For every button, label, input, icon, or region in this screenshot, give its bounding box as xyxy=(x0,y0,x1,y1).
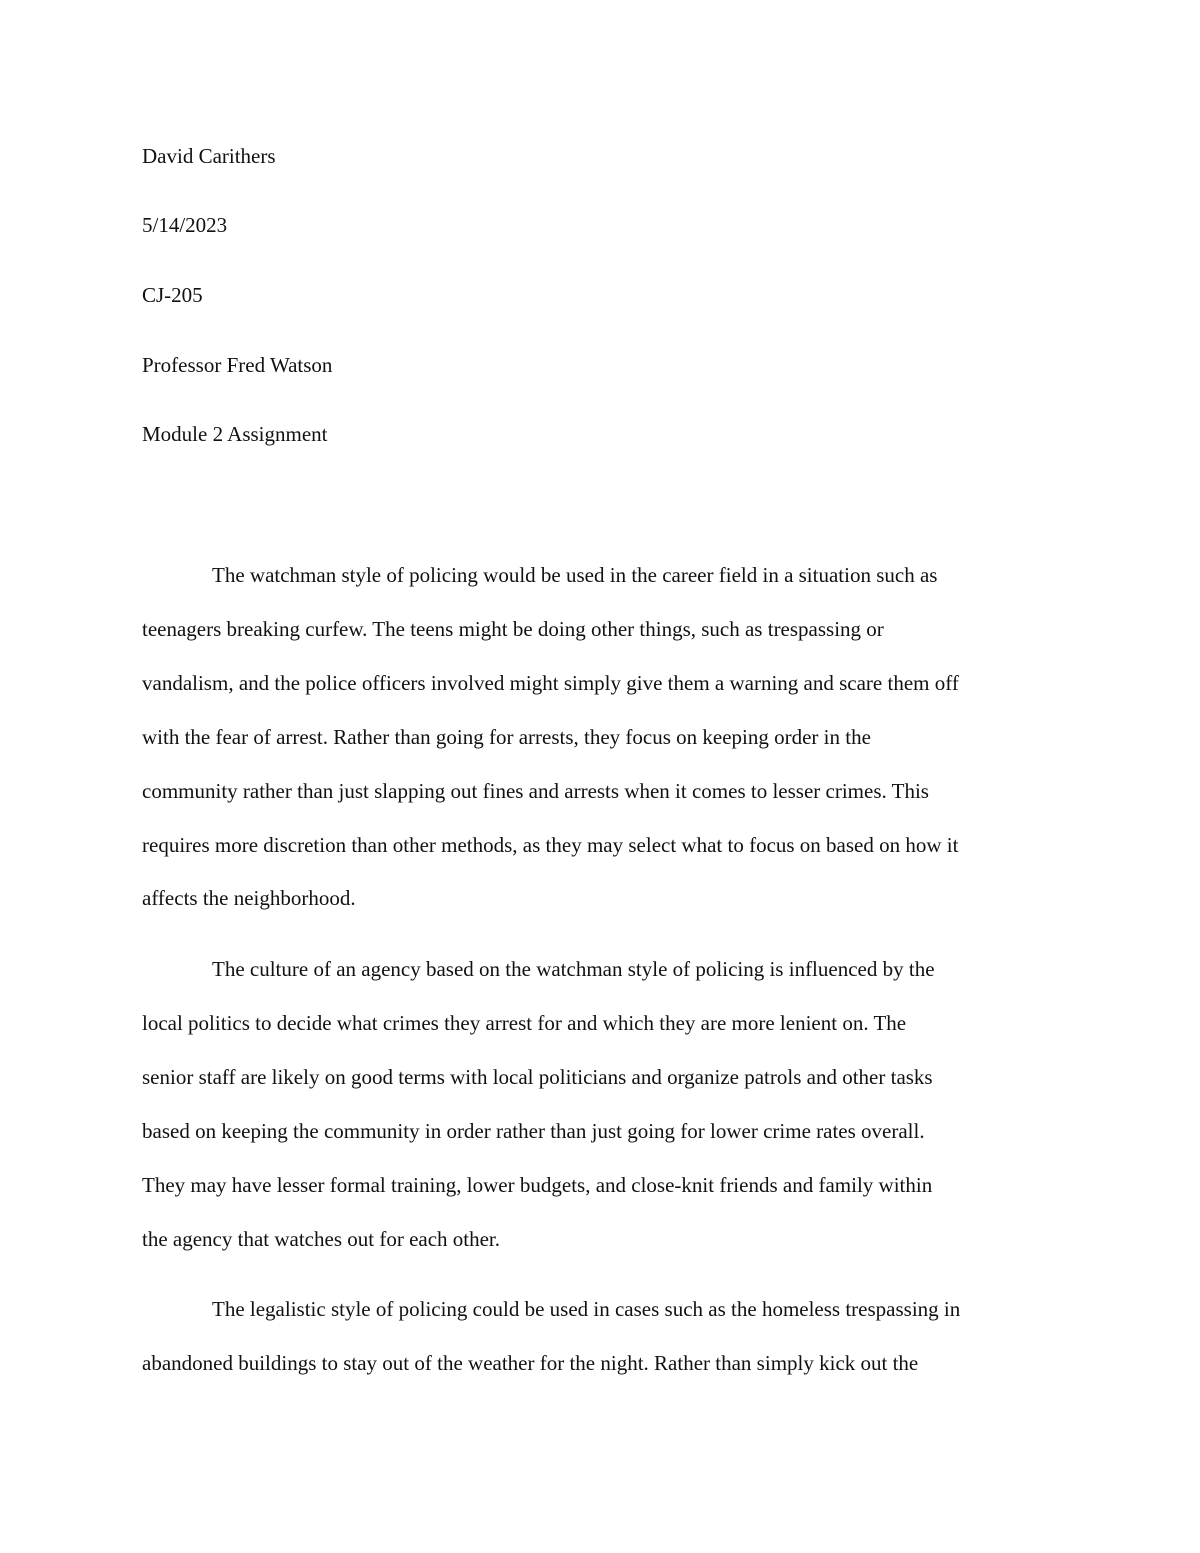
paragraph-line: the agency that watches out for each other. xyxy=(142,1227,501,1251)
paragraph-line: with the fear of arrest. Rather than going for arrests, they focus on keeping order in the xyxy=(142,725,871,749)
paragraph-line: teenagers breaking curfew. The teens might be doing other things, such as trespassing or xyxy=(142,617,884,641)
assignment-date: 5/14/2023 xyxy=(142,213,228,237)
assignment-title: Module 2 Assignment xyxy=(142,422,328,446)
paragraph-line: local politics to decide what crimes they arrest for and which they are more lenient on. The xyxy=(142,1011,907,1035)
paragraph-line: abandoned buildings to stay out of the weather for the night. Rather than simply kick out the xyxy=(142,1351,919,1375)
paragraph-line: senior staff are likely on good terms with local politicians and organize patrols and other tasks xyxy=(142,1065,933,1089)
paragraph-line: The legalistic style of policing could be used in cases such as the homeless trespassing in xyxy=(212,1297,961,1321)
paragraph-line: community rather than just slapping out fines and arrests when it comes to lesser crimes. This xyxy=(142,779,929,803)
professor-name: Professor Fred Watson xyxy=(142,353,333,377)
paragraph-line: The watchman style of policing would be used in the career field in a situation such as xyxy=(212,563,938,587)
paragraph-line: They may have lesser formal training, lower budgets, and close-knit friends and family within xyxy=(142,1173,933,1197)
author-name: David Carithers xyxy=(142,144,276,168)
paragraph-line: The culture of an agency based on the watchman style of policing is influenced by the xyxy=(212,957,935,981)
paragraph-line: based on keeping the community in order rather than just going for lower crime rates overall. xyxy=(142,1119,925,1143)
paragraph-line: requires more discretion than other methods, as they may select what to focus on based on how it xyxy=(142,833,959,857)
course-code: CJ-205 xyxy=(142,283,203,307)
paragraph-line: vandalism, and the police officers involved might simply give them a warning and scare them off xyxy=(142,671,959,695)
paragraph-line: affects the neighborhood. xyxy=(142,886,356,910)
